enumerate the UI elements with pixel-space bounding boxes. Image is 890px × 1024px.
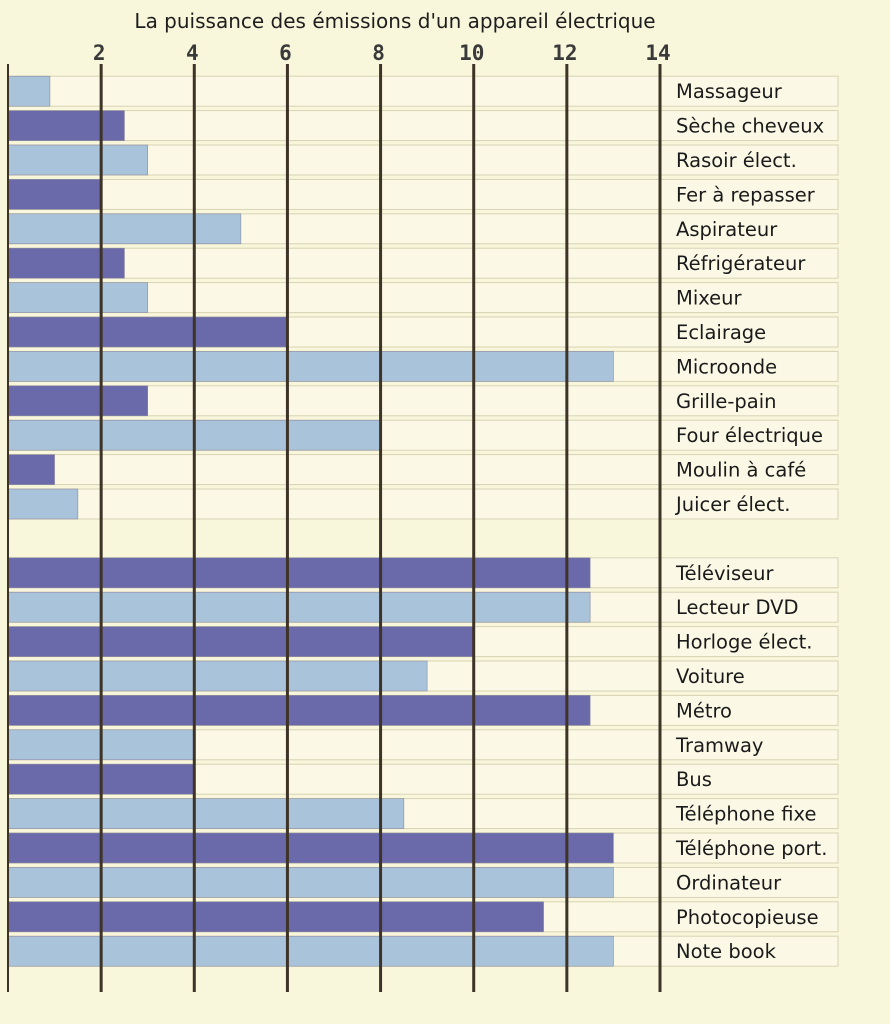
x-tick-label: 2 <box>92 41 106 65</box>
category-label: Aspirateur <box>676 217 778 241</box>
chart-title: La puissance des émissions d'un appareil électrique <box>134 9 656 33</box>
category-label: Photocopieuse <box>676 905 819 929</box>
category-label: Horloge élect. <box>676 630 813 654</box>
bar-grille-pain <box>8 386 148 416</box>
bar-note-book <box>8 936 613 966</box>
x-tick-label: 12 <box>552 41 578 65</box>
bar-ordinateur <box>8 867 613 897</box>
bar-photocopieuse <box>8 902 544 932</box>
x-tick-label: 6 <box>279 41 292 65</box>
x-tick-label: 4 <box>185 41 199 65</box>
x-tick-labels <box>93 41 671 65</box>
category-label: Téléphone fixe <box>676 802 817 826</box>
bar-eclairage <box>8 317 287 347</box>
bar-fer-repasser <box>8 179 101 209</box>
category-label: Fer à repasser <box>676 183 815 207</box>
category-label: Rasoir élect. <box>676 149 797 172</box>
category-label: Bus <box>676 768 712 792</box>
x-tick-label: 8 <box>372 41 385 65</box>
bar-microonde <box>8 351 613 381</box>
bar-horloge-lect <box>8 627 474 657</box>
bar-t-l-viseur <box>8 558 590 588</box>
category-label: Mixeur <box>676 286 742 310</box>
bar-moulin-caf <box>8 455 55 485</box>
category-label: Microonde <box>676 355 778 379</box>
bar-mixeur <box>8 283 148 313</box>
bar-juicer-lect <box>8 489 78 519</box>
x-tick-label: 10 <box>459 41 485 65</box>
category-label: Grille-pain <box>676 389 777 413</box>
category-label: Réfrigérateur <box>676 252 806 276</box>
category-label: Four électrique <box>676 424 823 448</box>
category-label: Téléphone port. <box>676 837 828 860</box>
category-label: Voiture <box>676 665 745 688</box>
x-tick-label: 14 <box>645 41 671 65</box>
category-label: Tramway <box>676 733 764 757</box>
category-label: Métro <box>676 699 732 723</box>
bar-voiture <box>8 661 427 691</box>
category-label: Note book <box>676 940 776 964</box>
category-label: Ordinateur <box>676 871 782 895</box>
category-label: Sèche cheveux <box>676 114 825 138</box>
category-label: Eclairage <box>676 321 767 344</box>
bar-aspirateur <box>8 214 241 244</box>
bar-s-che-cheveux <box>8 111 124 141</box>
bar-massageur <box>8 76 50 106</box>
bar-r-frig-rateur <box>8 248 124 278</box>
bar-m-tro <box>8 695 590 725</box>
category-label: Massageur <box>676 80 782 104</box>
category-label: Lecteur DVD <box>676 596 799 620</box>
category-label: Moulin à café <box>676 458 807 482</box>
category-labels <box>674 80 827 963</box>
bar-t-l-phone-fixe <box>8 799 404 829</box>
bar-lecteur-dvd <box>8 592 590 622</box>
bar-t-l-phone-port <box>8 833 613 863</box>
bar-rasoir-lect <box>8 145 148 175</box>
category-label: Téléviseur <box>676 561 774 585</box>
category-label: Juicer élect. <box>676 493 791 516</box>
